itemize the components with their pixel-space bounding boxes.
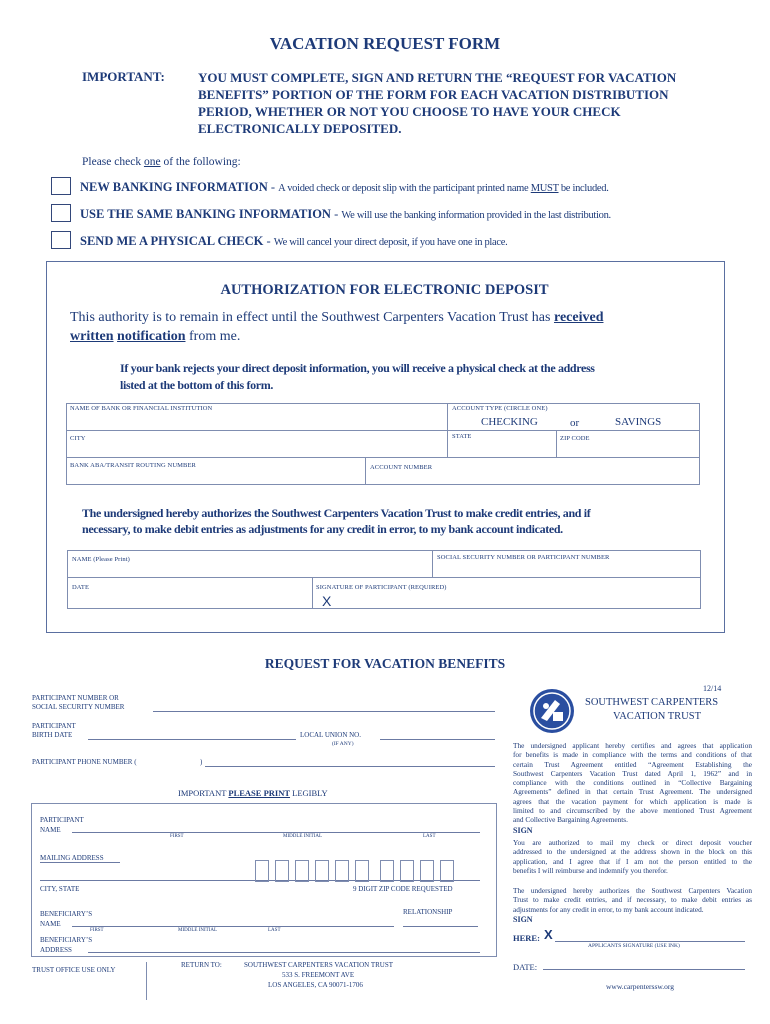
city-label: CITY xyxy=(70,435,86,442)
option-must: MUST xyxy=(530,183,559,194)
mail-line: application, and I agree that if I am not the person entitled to the xyxy=(513,856,752,866)
account-number-field[interactable] xyxy=(365,457,700,485)
return-to-label: RETURN TO: xyxy=(181,961,222,969)
cert-line: Southwest Carpenters Vacation Trust dated April 1, 1962” and in xyxy=(513,768,752,778)
page-title: VACATION REQUEST FORM xyxy=(269,34,501,53)
option-text: A voided check or deposit slip with the participant printed name xyxy=(278,183,531,194)
label-line: ADDRESS xyxy=(40,946,72,954)
cert-line: certain Trust Agreement entitled “Agreement Establishing the xyxy=(513,759,752,769)
option-text: We will use the banking information provided in the last distribution. xyxy=(341,210,611,221)
birth-date-label xyxy=(32,722,76,740)
option-same-banking xyxy=(80,207,611,222)
option-tail: be included. xyxy=(558,183,609,194)
check-suffix: of the following: xyxy=(160,156,241,168)
deposit-line: Trust to make credit entries, and if necessary, to make debit entries as xyxy=(513,895,752,905)
zip-code-label: ZIP CODE xyxy=(560,435,590,442)
important-label: IMPORTANT: xyxy=(82,69,165,84)
phone-label: PARTICIPANT PHONE NUMBER ( xyxy=(32,758,137,766)
option-title: SEND ME A PHYSICAL CHECK xyxy=(80,234,264,248)
middle-label: MIDDLE INITIAL xyxy=(283,834,323,839)
signature-x: X xyxy=(322,593,332,609)
account-number-label: ACCOUNT NUMBER xyxy=(370,464,433,471)
sign-label-2: SIGN xyxy=(513,915,533,924)
print-name-label: NAME (Please Print) xyxy=(72,556,130,563)
ben-middle-label: MIDDLE INITIAL xyxy=(178,928,218,933)
mailing-address-label: MAILING ADDRESS xyxy=(40,854,104,862)
city-field[interactable] xyxy=(66,430,448,458)
deposit-authorization-text xyxy=(513,886,752,914)
checking-option[interactable]: CHECKING xyxy=(481,416,538,428)
cert-line: The undersigned applicant hereby certifies and agrees that application xyxy=(513,741,752,750)
request-heading: REQUEST FOR VACATION BENEFITS xyxy=(264,656,506,671)
authority-received: received xyxy=(553,310,604,325)
ben-first-label: FIRST xyxy=(90,928,104,933)
relationship-label: RELATIONSHIP xyxy=(403,908,453,916)
sign-here-x: X xyxy=(544,927,553,942)
label-line: PARTICIPANT xyxy=(40,816,84,824)
label-line: SOCIAL SECURITY NUMBER xyxy=(32,703,125,711)
trust-logo-icon xyxy=(529,688,575,734)
zip-digit[interactable] xyxy=(400,860,414,882)
option-text: We will cancel your direct deposit, if you have one in place. xyxy=(273,237,508,248)
date-field[interactable] xyxy=(67,577,313,609)
label-line: BIRTH DATE xyxy=(32,731,73,739)
checkbox-new-banking[interactable] xyxy=(51,177,71,195)
return-address-1: 533 S. FREEMONT AVE xyxy=(282,971,355,979)
ben-last-label: LAST xyxy=(268,928,281,933)
last-label: LAST xyxy=(423,834,436,839)
please-print-note xyxy=(178,788,328,798)
important-line: ELECTRONICALLY DEPOSITED. xyxy=(198,121,402,136)
first-label: FIRST xyxy=(170,834,184,839)
important-line: BENEFITS” PORTION OF THE FORM FOR EACH VACATION DISTRIBUTION xyxy=(198,87,669,102)
website-url[interactable]: www.carpenterssw.org xyxy=(606,982,675,991)
checkbox-physical-check[interactable] xyxy=(51,231,71,249)
return-address-2: LOS ANGELES, CA 90071-1706 xyxy=(268,981,363,989)
undersigned-line: necessary, to make debit entries as adjustments for any credit in error, to my bank account indicated. xyxy=(82,522,563,536)
beneficiary-address-label xyxy=(40,935,92,955)
option-sep: - xyxy=(263,234,274,248)
zip-digit[interactable] xyxy=(380,860,394,882)
option-title: NEW BANKING INFORMATION xyxy=(80,180,268,194)
mail-line: addressed to the undersigned at the address shown in the block on this xyxy=(513,847,752,857)
phone-close: ) xyxy=(200,758,203,766)
label-line: PARTICIPANT xyxy=(32,722,76,730)
authority-text xyxy=(70,308,710,346)
deposit-line: The undersigned hereby authorizes the Southwest Carpenters Vacation xyxy=(513,886,752,895)
cert-line: and Collective Bargaining Agreements. xyxy=(513,815,628,825)
note-pre: IMPORTANT xyxy=(178,788,229,798)
zip-digit[interactable] xyxy=(355,860,369,882)
important-text xyxy=(198,69,676,137)
ssn-label: SOCIAL SECURITY NUMBER OR PARTICIPANT NUMBER xyxy=(437,554,610,561)
option-title: USE THE SAME BANKING INFORMATION xyxy=(80,207,331,221)
zip-digit[interactable] xyxy=(335,860,349,882)
routing-number-label: BANK ABA/TRANSIT ROUTING NUMBER xyxy=(70,462,196,469)
beneficiary-name-input[interactable] xyxy=(72,926,394,927)
authority-written: written xyxy=(70,329,114,344)
bank-name-label: NAME OF BANK OR FINANCIAL INSTITUTION xyxy=(70,405,213,412)
sign-label-1: SIGN xyxy=(513,826,533,835)
deposit-line: adjustments for any credit in error, to my bank account indicated. xyxy=(513,904,704,914)
trust-office-divider xyxy=(146,962,147,1000)
label-line: PARTICIPANT NUMBER OR xyxy=(32,694,119,702)
local-union-label: LOCAL UNION NO. xyxy=(300,731,361,739)
or-text: or xyxy=(570,417,580,429)
authority-line: This authority is to remain in effect until the Southwest Carpenters Vacation Trust has xyxy=(70,310,554,325)
zip-required-label: 9 DIGIT ZIP CODE REQUESTED xyxy=(353,885,453,893)
zip-digit-boxes[interactable] xyxy=(255,860,455,882)
date-label: DATE xyxy=(72,584,90,591)
if-any-note: (IF ANY) xyxy=(332,741,354,747)
zip-digit[interactable] xyxy=(420,860,434,882)
participant-name-input[interactable] xyxy=(72,832,480,833)
certification-text xyxy=(513,741,752,825)
participant-number-input[interactable] xyxy=(153,711,495,712)
note-legibly: LEGIBLY xyxy=(290,788,328,798)
option-sep: - xyxy=(330,207,342,221)
trust-office-use: TRUST OFFICE USE ONLY xyxy=(32,966,116,974)
cert-line: Agreements” defined in that certain Trust Agreement. The undersigned xyxy=(513,787,752,797)
cert-line: agrees that the vacation payment for which application is made is xyxy=(513,796,752,806)
savings-option[interactable]: SAVINGS xyxy=(615,416,662,428)
option-sep: - xyxy=(267,180,279,194)
participant-number-label xyxy=(32,694,124,712)
undersigned-auth xyxy=(82,505,590,537)
side-date-input[interactable] xyxy=(543,969,745,970)
signature-label: SIGNATURE OF PARTICIPANT (REQUIRED) xyxy=(316,584,447,591)
sign-here-label: HERE: xyxy=(513,933,540,943)
check-prefix: Please check xyxy=(82,156,144,168)
note-please-print: PLEASE PRINT xyxy=(228,788,291,798)
city-state-label: CITY, STATE xyxy=(40,885,80,893)
zip-digit[interactable] xyxy=(295,860,309,882)
applicant-signature-input[interactable] xyxy=(555,941,745,942)
print-name-field[interactable] xyxy=(67,550,433,578)
label-line: BENEFICIARY’S xyxy=(40,936,93,944)
label-line: NAME xyxy=(40,826,61,834)
cert-line: limited to and circumscribed by the above mentioned Trust Agreement xyxy=(513,806,752,816)
authority-notification: notification xyxy=(117,329,186,344)
birth-date-input[interactable] xyxy=(88,739,296,740)
zip-digit[interactable] xyxy=(315,860,329,882)
side-date-label: DATE: xyxy=(513,962,538,972)
reject-notice xyxy=(120,360,595,394)
local-union-input[interactable] xyxy=(380,739,495,740)
label-line: NAME xyxy=(40,920,61,928)
check-one: one xyxy=(143,156,161,168)
option-new-banking xyxy=(80,180,609,195)
mail-authorization-text xyxy=(513,838,752,875)
important-line: YOU MUST COMPLETE, SIGN AND RETURN THE “REQUEST FOR VACATION xyxy=(198,70,677,85)
zip-digit[interactable] xyxy=(440,860,454,882)
undersigned-line: The undersigned hereby authorizes the Southwest Carpenters Vacation Trust to make credit entries, and if xyxy=(82,506,591,520)
beneficiary-address-input[interactable] xyxy=(88,952,480,953)
form-date-code: 12/14 xyxy=(703,684,722,693)
zip-digit[interactable] xyxy=(275,860,289,882)
org-name-line1: SOUTHWEST CARPENTERS xyxy=(585,697,719,708)
mailing-address-input[interactable] xyxy=(40,862,120,863)
signature-field[interactable] xyxy=(312,577,701,609)
authorization-heading: AUTHORIZATION FOR ELECTRONIC DEPOSIT xyxy=(220,282,549,298)
label-line: BENEFICIARY’S xyxy=(40,910,93,918)
org-name-line2: VACATION TRUST xyxy=(613,711,701,722)
cert-line: compliance with the conditions outlined in “Collective Bargaining xyxy=(513,778,752,788)
state-label: STATE xyxy=(452,433,472,440)
reject-line: listed at the bottom of this form. xyxy=(120,378,274,392)
return-name: SOUTHWEST CARPENTERS VACATION TRUST xyxy=(244,961,394,969)
mail-line: benefits I will reimburse and indemnify you therefor. xyxy=(513,865,668,875)
mail-line: You are authorized to mail my check or direct deposit voucher xyxy=(513,838,752,847)
relationship-input[interactable] xyxy=(403,926,478,927)
cert-line: for benefits is made in compliance with the terms and conditions of that xyxy=(513,750,752,760)
check-instruction xyxy=(82,156,241,168)
account-type-label: ACCOUNT TYPE (CIRCLE ONE) xyxy=(452,405,548,412)
reject-line: If your bank rejects your direct deposit information, you will receive a physical check at the address xyxy=(120,361,595,375)
zip-digit[interactable] xyxy=(255,860,269,882)
checkbox-same-banking[interactable] xyxy=(51,204,71,222)
important-line: PERIOD, WHETHER OR NOT YOU CHOOSE TO HAVE YOUR CHECK xyxy=(198,104,621,119)
phone-input[interactable] xyxy=(205,766,495,767)
authority-fromme: from me. xyxy=(185,329,241,344)
option-physical-check xyxy=(80,234,507,249)
applicant-signature-label: APPLICANTS SIGNATURE (USE INK) xyxy=(588,943,680,949)
